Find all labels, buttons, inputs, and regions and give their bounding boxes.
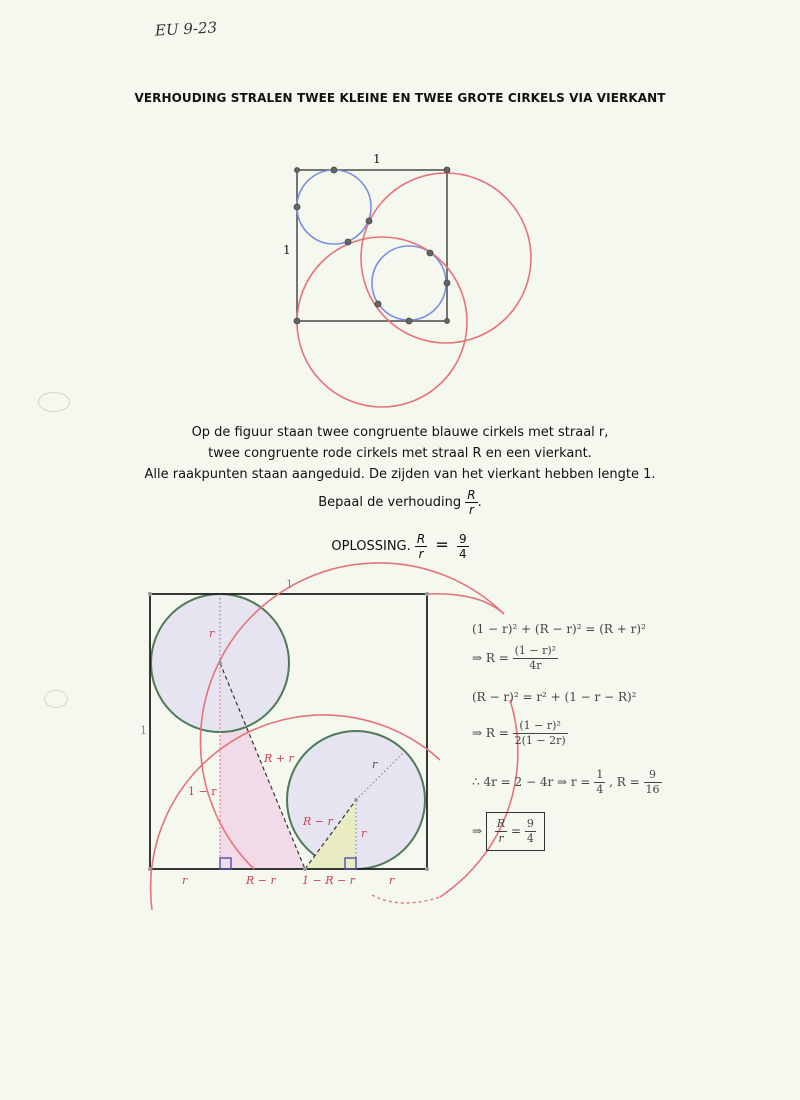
answer-rden: 4 [458,547,467,561]
eq6-num1: R [496,817,506,830]
equation-4 [472,719,568,748]
label-1-minus-r: 1 − r [188,785,217,798]
eq4-num: (1 − r)² [513,719,568,734]
equation-1: (1 − r)² + (R − r)² = (R + r)² [472,622,646,636]
eq2-fraction [513,644,558,673]
eq5-num: 1 [596,768,604,781]
top-side-label-left: 1 [283,243,291,257]
eq5-fraction-r [594,768,605,797]
statement-line-3: Alle raakpunten staan aangeduid. De zijden van het vierkant hebben lengte 1. [144,467,656,482]
eq6-eq: = [511,824,522,838]
eq6-pre: ⇒ [472,824,483,838]
equation-3: (R − r)² = r² + (1 − r − R)² [472,690,637,704]
eq5-fraction-R [644,768,662,797]
eq2-den: 4r [529,659,542,672]
answer-eq: = [435,535,449,554]
label-R-minus-r-hyp: R − r [303,815,333,828]
label-bottom-1-minus-R-minus-r: 1 − R − r [302,874,355,887]
eq6-num2: 9 [526,817,534,830]
bottom-top-side-label: 1 [286,578,293,591]
label-r-diag: r [372,758,378,771]
equation-6 [472,812,545,851]
equation-5 [472,768,662,797]
eq4-den: 2(1 − 2r) [514,734,566,747]
question-num: R [467,488,476,502]
answer-label: OPLOSSING. [331,539,411,554]
eq5-rnum: 9 [644,768,662,783]
bottom-left-side-label: 1 [140,724,147,737]
eq2-num: (1 − r)² [514,644,557,657]
answer-num: R [416,532,426,546]
label-r-small: r [361,827,367,840]
label-r-top: r [209,627,215,640]
top-side-label-top: 1 [373,152,381,166]
handwritten-reference: EU 9-23 [154,18,218,40]
boxed-result [486,812,545,851]
red-arc-lower-dash [372,895,440,903]
statement-line-2: twee congruente rode cirkels met straal R en een vierkant. [208,446,592,461]
eq4-pre: ⇒ R = [472,726,509,740]
label-bottom-r-left: r [182,874,188,887]
statement-line-1: Op de figuur staan twee congruente blauwe cirkels met straal r, [191,425,609,440]
label-R-plus-r: R + r [264,752,294,765]
question-text: Bepaal de verhouding [318,495,462,510]
eq5-pre: ∴ 4r = 2 − 4r ⇒ r = [472,775,591,789]
equation-2 [472,644,558,673]
answer-rnum: 9 [458,532,467,546]
question-den: r [468,503,474,517]
question-end: . [477,495,482,510]
page-title: VERHOUDING STRALEN TWEE KLEINE EN TWEE GROTE CIRKELS VIA VIERKANT [134,91,666,105]
eq5-den: 4 [596,783,604,796]
answer-den: r [418,547,424,561]
label-bottom-r-right: r [389,874,395,887]
eq5-mid: , R = [609,775,640,789]
eq5-rden: 16 [645,783,660,796]
eq6-fraction-1 [495,817,507,846]
eq6-den1: r [498,832,504,845]
eq2-pre: ⇒ R = [472,651,509,665]
label-bottom-R-minus-r: R − r [246,874,276,887]
eq6-den2: 4 [526,832,534,845]
eq6-fraction-2 [525,817,536,846]
eq4-fraction [513,719,568,748]
